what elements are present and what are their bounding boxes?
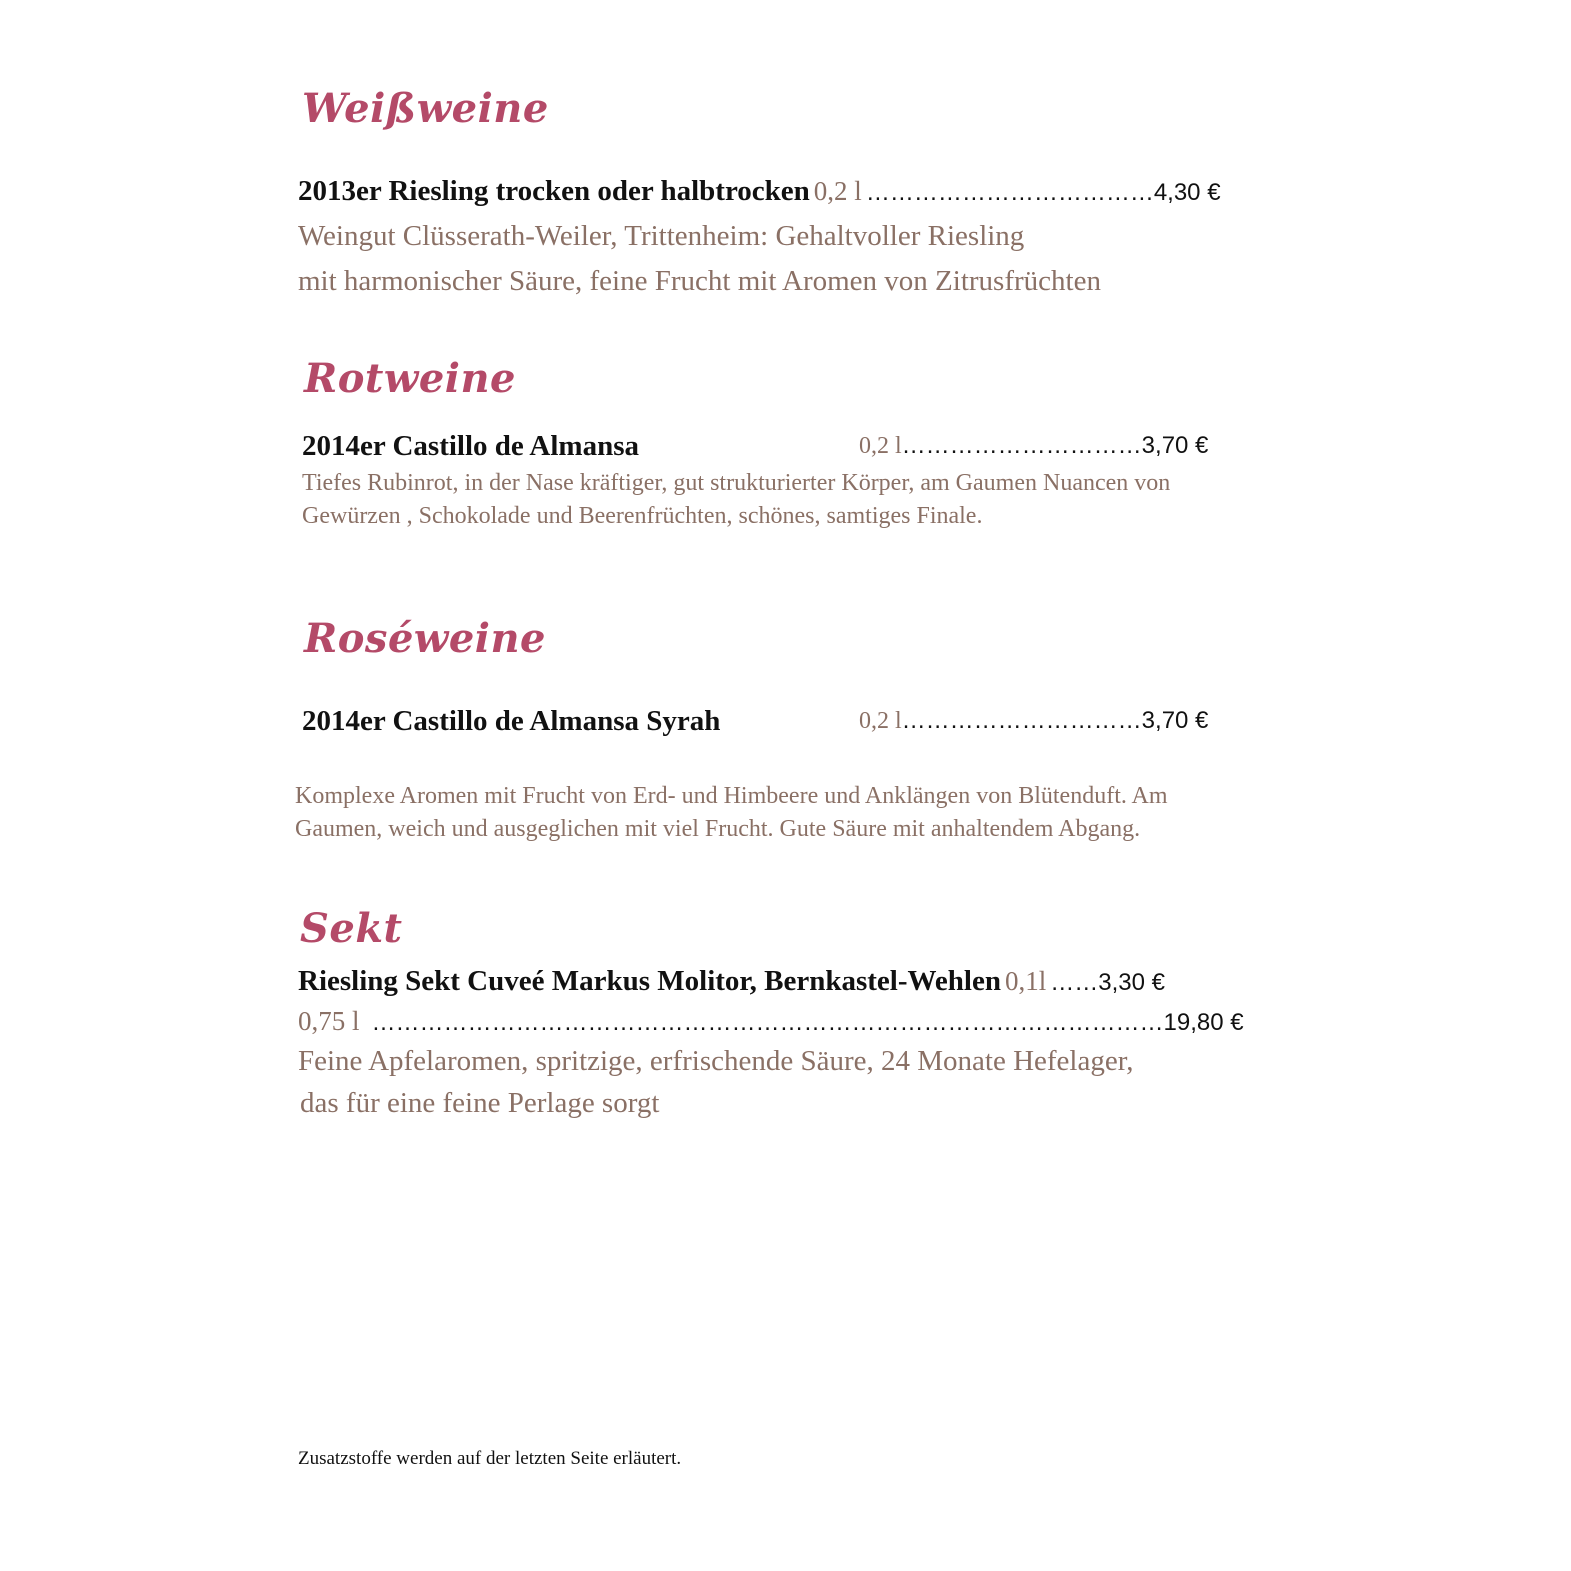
wine-name: Riesling Sekt Cuveé Markus Molitor, Bernkastel-Wehlen xyxy=(298,965,1001,997)
dot-leader: ……………………………………………………………………………………… xyxy=(371,1009,1164,1036)
footnote-additives: Zusatzstoffe werden auf der letzten Seite erläutert. xyxy=(298,1448,682,1469)
wine-entry-riesling xyxy=(298,175,1221,208)
dot-leader: ……………………………… xyxy=(865,179,1154,206)
wine-volume: 0,2 l xyxy=(859,433,902,459)
heading-rotweine: Rotweine xyxy=(304,355,517,402)
wine-description-line: Gewürzen , Schokolade und Beerenfrüchten, schönes, samtiges Finale. xyxy=(302,503,983,529)
wine-price: 19,80 € xyxy=(1163,1009,1244,1036)
heading-sekt: Sekt xyxy=(300,905,403,952)
wine-description-line: Gaumen, weich und ausgeglichen mit viel Frucht. Gute Säure mit anhaltendem Abgang. xyxy=(295,816,1141,842)
wine-description-line: mit harmonischer Säure, feine Frucht mit Aromen von Zitrusfrüchten xyxy=(298,265,1101,297)
wine-price-line xyxy=(859,432,1208,460)
wine-description-line: Feine Apfelaromen, spritzige, erfrischende Säure, 24 Monate Hefelager, xyxy=(298,1045,1134,1077)
wine-volume: 0,2 l xyxy=(859,708,902,734)
wine-name: 2014er Castillo de Almansa xyxy=(302,430,639,462)
wine-price-line xyxy=(859,707,1208,735)
dot-leader: ………………………… xyxy=(901,707,1142,734)
heading-weissweine: Weißweine xyxy=(302,85,549,132)
wine-entry-castillo xyxy=(302,430,639,463)
wine-price: 4,30 € xyxy=(1153,179,1221,206)
wine-volume: 0,2 l xyxy=(813,176,862,206)
wine-price-line-bottle xyxy=(298,1006,1244,1037)
wine-volume: 0,75 l xyxy=(298,1006,360,1036)
wine-price: 3,70 € xyxy=(1141,707,1209,734)
wine-price: 3,30 € xyxy=(1098,969,1165,996)
wine-volume: 0,1l xyxy=(1004,966,1047,996)
wine-entry-riesling-sekt xyxy=(298,965,1165,998)
dot-leader: …… xyxy=(1050,969,1099,996)
wine-name: 2014er Castillo de Almansa Syrah xyxy=(302,705,721,737)
wine-name: 2013er Riesling trocken oder halbtrocken xyxy=(298,175,810,207)
wine-description-line: das für eine feine Perlage sorgt xyxy=(300,1087,660,1119)
wine-entry-castillo-syrah xyxy=(302,705,720,738)
heading-roseweine: Roséweine xyxy=(304,615,546,662)
wine-price: 3,70 € xyxy=(1141,432,1209,459)
dot-leader: ………………………… xyxy=(901,432,1142,459)
wine-description-line: Weingut Clüsserath-Weiler, Trittenheim: Gehaltvoller Riesling xyxy=(298,220,1025,252)
wine-description-line: Tiefes Rubinrot, in der Nase kräftiger, gut strukturierter Körper, am Gaumen Nuancen von xyxy=(302,470,1171,496)
wine-description-line: Komplexe Aromen mit Frucht von Erd- und Himbeere und Anklängen von Blütenduft. Am xyxy=(295,783,1168,809)
